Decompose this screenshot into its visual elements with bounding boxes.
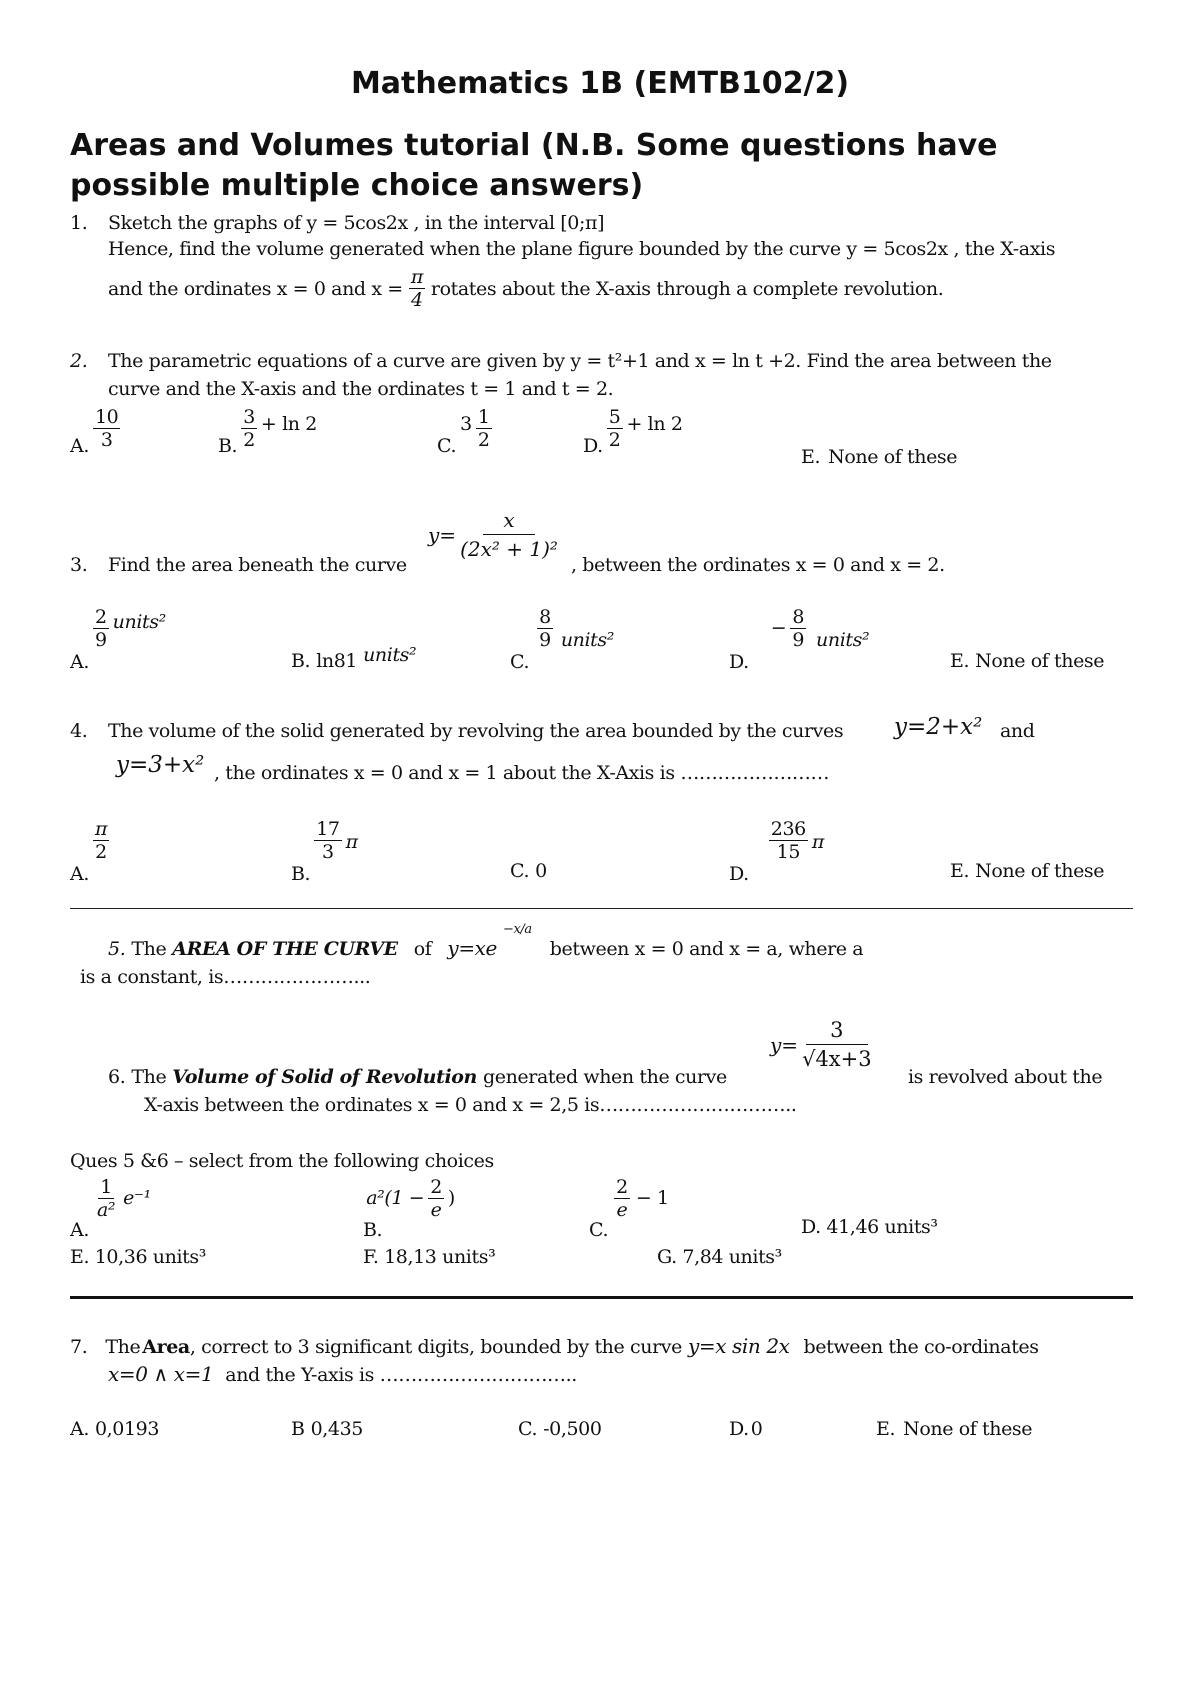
section-divider-thick <box>70 1296 1133 1299</box>
q4-option-c-text: 0 <box>535 860 547 882</box>
q3-option-c-label: C. <box>510 651 530 673</box>
choice-c-label: C. <box>589 1219 609 1241</box>
q1-fraction-den: 4 <box>411 289 423 311</box>
choice-a-label: A. <box>70 1219 89 1241</box>
q5-emph: AREA OF THE CURVE <box>172 938 398 960</box>
q4-option-b-label: B. <box>291 863 311 885</box>
q2-line1: The parametric equations of a curve are given by y = t²+1 and x = ln t +2. Find the area between the <box>108 350 1052 372</box>
q2-number: 2. <box>70 350 88 372</box>
q7-line1 <box>70 1334 1039 1358</box>
q6-formula-num: 3 <box>806 1016 867 1045</box>
q6-the: The <box>131 1066 167 1088</box>
q2-option-a-label: A. <box>70 435 89 457</box>
q7-option-b[interactable] <box>291 1418 363 1440</box>
q2-option-b-tail: + ln 2 <box>260 413 317 435</box>
q7-option-e-label: E. <box>876 1418 896 1440</box>
q3-text-post: , between the ordinates x = 0 and x = 2. <box>571 554 945 576</box>
q4-line1-pre: The volume of the solid generated by revolving the area bounded by the curves <box>108 720 844 742</box>
q1-fraction-num: π <box>410 266 423 288</box>
q3-option-d-label: D. <box>729 651 749 673</box>
q2-option-c-label: C. <box>437 435 457 457</box>
q5-number: 5. <box>108 938 126 960</box>
q3-option-a-tail: units² <box>112 611 166 633</box>
choice-c-tail: − 1 <box>635 1187 669 1209</box>
q3-option-e-label: E. <box>950 650 970 672</box>
q6-line2: X-axis between the ordinates x = 0 and x = 2,5 is………………………….. <box>144 1094 797 1116</box>
q3-option-c-fraction <box>537 606 553 651</box>
q3-option-d-den: 9 <box>792 629 805 651</box>
q6-number: 6. <box>108 1066 126 1088</box>
q3-formula <box>428 506 560 563</box>
q3-option-a-label: A. <box>70 651 89 673</box>
choice-a-fraction <box>95 1176 117 1221</box>
q5-of: of <box>413 938 432 960</box>
choice-f[interactable]: F. 18,13 units³ <box>363 1246 496 1268</box>
choice-a-tail: e⁻¹ <box>123 1187 151 1209</box>
choice-b-num: 2 <box>430 1176 442 1198</box>
choice-a-den: a² <box>96 1199 116 1221</box>
choice-b-fraction <box>428 1176 444 1221</box>
q2-option-d-label: D. <box>583 435 603 457</box>
q1-line3-pre: and the ordinates x = 0 and x = <box>108 277 403 300</box>
q7-option-b-text: 0,435 <box>310 1418 363 1440</box>
q7-emph: Area <box>142 1336 190 1358</box>
q6-formula-lhs: y= <box>770 1032 799 1057</box>
q2-line2: curve and the X-axis and the ordinates t = 1 and t = 2. <box>108 378 614 400</box>
q2-option-d-tail: + ln 2 <box>626 413 683 435</box>
q5-the: The <box>131 938 167 960</box>
q5-line1 <box>108 922 864 960</box>
q2-option-e-label: E. <box>801 446 821 468</box>
q3-option-d-tail: units² <box>816 629 870 651</box>
q2-option-d-num: 5 <box>608 406 621 428</box>
choice-e[interactable]: E. 10,36 units³ <box>70 1246 206 1268</box>
q4-option-b-fraction <box>314 818 341 863</box>
q3-text-pre: Find the area beneath the curve <box>108 554 407 576</box>
q3-option-b-label: B. <box>291 650 311 672</box>
q4-option-d-num: 236 <box>770 818 806 840</box>
q2-option-b-fraction <box>241 406 257 451</box>
choice-g[interactable]: G. 7,84 units³ <box>657 1246 782 1268</box>
q5-exponent: −x/a <box>503 922 532 937</box>
q2-option-c[interactable] <box>437 406 492 457</box>
q6-formula <box>770 1016 874 1073</box>
q4-option-b-tail: π <box>345 831 358 853</box>
q1-line1: Sketch the graphs of y = 5cos2x , in the interval [0;π] <box>108 212 605 234</box>
q7-option-d-text: 0 <box>750 1418 763 1440</box>
q4-line1-post: and <box>1000 720 1035 742</box>
q3-option-b[interactable] <box>291 644 417 672</box>
q3-option-c-tail: units² <box>560 629 614 651</box>
q2-option-e-text: None of these <box>828 446 958 468</box>
q3-option-b-tail: units² <box>363 644 417 666</box>
q2-option-b[interactable] <box>218 406 317 457</box>
q1-line2: Hence, find the volume generated when the plane figure bounded by the curve y = 5cos2x , the X-axis <box>108 238 1056 260</box>
q3-option-a-num: 2 <box>94 606 107 628</box>
q2-option-b-den: 2 <box>243 429 255 451</box>
q7-option-c-label: C. <box>518 1418 538 1440</box>
q7-option-e-text: None of these <box>903 1418 1033 1440</box>
q4-curve2: y=3+x² <box>116 752 205 778</box>
q7-the: The <box>105 1336 141 1358</box>
q4-option-b[interactable] <box>291 818 358 885</box>
q2-option-c-whole: 3 <box>460 413 472 435</box>
q7-option-d-label: D. <box>729 1418 749 1440</box>
q7-option-a[interactable] <box>70 1418 159 1440</box>
q2-option-c-fraction <box>476 406 492 451</box>
q2-option-d-den: 2 <box>608 429 621 451</box>
q6-text-post: is revolved about the <box>908 1066 1103 1088</box>
q7-option-d[interactable] <box>729 1418 763 1440</box>
q7-option-c[interactable] <box>518 1418 602 1440</box>
q1-line3 <box>108 266 943 311</box>
q2-option-b-label: B. <box>218 435 238 457</box>
choice-c[interactable] <box>589 1176 669 1241</box>
q6-formula-den: √4x+3 <box>802 1047 872 1071</box>
q4-option-b-num: 17 <box>316 818 340 840</box>
q6-text-mid: generated when the curve <box>482 1066 727 1088</box>
q7-option-b-label: B <box>291 1418 305 1440</box>
q4-option-d-tail: π <box>811 831 824 853</box>
q4-option-b-den: 3 <box>322 841 334 863</box>
q4-option-c-label: C. <box>510 860 530 882</box>
q7-bounds: x=0 ∧ x=1 <box>108 1362 214 1386</box>
q2-option-c-num: 1 <box>477 406 490 428</box>
q7-option-a-label: A. <box>70 1418 89 1440</box>
q3-option-a-fraction <box>93 606 109 651</box>
tutorial-title-line2: possible multiple choice answers) <box>70 168 644 203</box>
q3-option-c[interactable] <box>510 606 614 673</box>
choice-d[interactable]: D. 41,46 units³ <box>801 1216 938 1238</box>
q3-option-a[interactable] <box>70 606 166 673</box>
q5-formula: y=xe <box>447 936 497 960</box>
q4-option-a[interactable] <box>70 818 109 885</box>
q3-option-c-num: 8 <box>539 606 551 628</box>
tutorial-title-line1: Areas and Volumes tutorial (N.B. Some questions have <box>70 128 998 163</box>
q4-option-e-label: E. <box>950 860 970 882</box>
q7-line2 <box>108 1362 577 1386</box>
q7-option-e[interactable] <box>876 1418 1032 1440</box>
choice-a-num: 1 <box>100 1176 112 1198</box>
q4-number: 4. <box>70 720 88 742</box>
q3-option-c-den: 9 <box>539 629 551 651</box>
choice-c-den: e <box>616 1199 628 1221</box>
q2-option-a-num: 10 <box>94 406 119 428</box>
q7-line1-post: between the co-ordinates <box>803 1336 1039 1358</box>
q3-option-e[interactable] <box>950 650 1104 672</box>
q7-option-c-text: -0,500 <box>543 1418 602 1440</box>
q1-fraction <box>409 266 425 311</box>
q3-option-d-sign: − <box>770 617 787 639</box>
q1-number: 1. <box>70 212 88 234</box>
q4-option-e-text: None of these <box>975 860 1105 882</box>
q4-option-a-fraction <box>93 818 109 863</box>
q7-curve: y=x sin 2x <box>687 1334 790 1358</box>
q4-option-d-fraction <box>769 818 808 863</box>
q6-formula-fraction <box>800 1016 874 1073</box>
q2-option-c-den: 2 <box>477 429 490 451</box>
q2-option-a-den: 3 <box>100 429 113 451</box>
choices-heading: Ques 5 &6 – select from the following choices <box>70 1150 494 1172</box>
q1-line3-post: rotates about the X-axis through a complete revolution. <box>430 277 944 300</box>
q3-formula-den: (2x² + 1)² <box>460 537 558 561</box>
q2-option-a[interactable] <box>70 406 120 457</box>
choice-b[interactable] <box>363 1176 455 1241</box>
q4-option-e[interactable] <box>950 860 1104 882</box>
q3-option-b-text: ln81 <box>316 650 358 672</box>
q4-option-d-den: 15 <box>776 841 801 863</box>
choice-b-post: ) <box>447 1187 455 1209</box>
q6-emph: Volume of Solid of Revolution <box>172 1066 477 1088</box>
choice-b-pre: a²(1 − <box>366 1187 425 1209</box>
q2-option-a-fraction <box>93 406 120 451</box>
q3-option-d[interactable] <box>729 606 870 673</box>
course-title: Mathematics 1B (EMTB102/2) <box>350 66 850 101</box>
q3-option-d-fraction <box>790 606 806 651</box>
q3-option-d-num: 8 <box>792 606 805 628</box>
q3-number: 3. <box>70 554 88 576</box>
q6-line1 <box>108 1066 727 1088</box>
q7-line2-post: and the Y-axis is ………………………….. <box>225 1364 577 1386</box>
q5-line2: is a constant, is…………………... <box>80 966 371 988</box>
q7-option-a-text: 0,0193 <box>94 1418 160 1440</box>
choice-c-fraction <box>614 1176 630 1221</box>
q5-text-post: between x = 0 and x = a, where a <box>549 938 864 960</box>
q4-option-a-num: π <box>94 818 108 840</box>
q2-option-d-fraction <box>607 406 623 451</box>
q2-option-e[interactable] <box>801 446 957 468</box>
q2-option-d[interactable] <box>583 406 683 457</box>
q4-option-d[interactable] <box>729 818 824 885</box>
q3-option-e-text: None of these <box>975 650 1105 672</box>
q7-line1-mid: , correct to 3 significant digits, bounded by the curve <box>189 1336 682 1358</box>
q3-formula-lhs: y= <box>428 522 457 547</box>
q4-option-c[interactable] <box>510 860 547 882</box>
choice-a[interactable] <box>70 1176 151 1241</box>
q4-option-d-label: D. <box>729 863 749 885</box>
choice-c-num: 2 <box>616 1176 628 1198</box>
q2-option-b-num: 3 <box>243 406 255 428</box>
choice-b-den: e <box>430 1199 442 1221</box>
q4-curve1: y=2+x² <box>894 714 983 740</box>
q4-option-a-den: 2 <box>95 841 107 863</box>
q3-formula-fraction <box>458 506 560 563</box>
choice-b-label: B. <box>363 1219 383 1241</box>
q4-option-a-label: A. <box>70 863 89 885</box>
q7-number: 7. <box>70 1336 88 1358</box>
section-divider-thin <box>70 908 1133 909</box>
q3-formula-num: x <box>483 506 534 535</box>
q4-line2-post: , the ordinates x = 0 and x = 1 about the X-Axis is …………………… <box>214 762 830 784</box>
q3-option-a-den: 9 <box>94 629 107 651</box>
